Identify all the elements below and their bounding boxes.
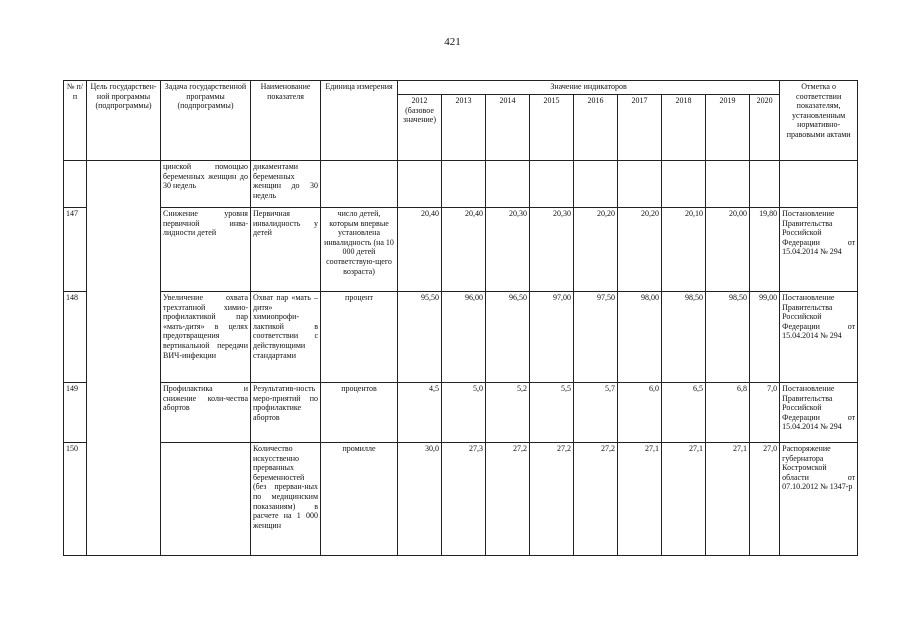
table-row [64,292,858,383]
cell-value: 30,0 [398,443,442,556]
table-row [64,161,858,208]
cell-value: 19,80 [750,208,780,292]
cell-value: 20,40 [442,208,486,292]
cell-value: 20,30 [486,208,530,292]
cell-value [530,161,574,208]
cell-value: 95,50 [398,292,442,383]
cell-value: 5,2 [486,383,530,443]
cell-value: 20,00 [706,208,750,292]
indicators-table [63,80,858,556]
cell-value [398,161,442,208]
page-number: 421 [444,36,461,48]
cell-task [161,443,251,556]
cell-note: Постановление Правительства Российской Федерации от 15.04.2014 № 294 [780,208,858,292]
header-num: № п/п [64,81,87,161]
cell-value [662,161,706,208]
cell-value [574,161,618,208]
cell-value [706,161,750,208]
cell-unit: процентов [321,383,398,443]
table-row [64,443,858,556]
cell-value: 98,50 [662,292,706,383]
header-values-group: Значение индикаторов [398,81,780,95]
cell-value [618,161,662,208]
cell-task: цинской помощью беременных женщин до 30 недель [161,161,251,208]
cell-value: 6,0 [618,383,662,443]
header-indicator: Наименование показателя [251,81,321,161]
header-year: 2016 [574,95,618,161]
cell-num: 147 [64,208,87,292]
header-unit: Единица измерения [321,81,398,161]
cell-task: Увеличение охвата трехэтапной химио-профилактикой пар «мать-дитя» в целях предотвращения вертикальной передачи ВИЧ-инфекции [161,292,251,383]
cell-value [442,161,486,208]
cell-value: 96,50 [486,292,530,383]
cell-value: 98,00 [618,292,662,383]
cell-value: 20,30 [530,208,574,292]
cell-num [64,161,87,208]
header-task: Задача государственной программы (подпрограммы) [161,81,251,161]
cell-unit [321,161,398,208]
cell-task: Снижение уровня первичной инва-лидности детей [161,208,251,292]
cell-value: 6,5 [662,383,706,443]
cell-value: 27,1 [662,443,706,556]
cell-note: Распоряжение губернатора Костромской области от 07.10.2012 № 1347-р [780,443,858,556]
cell-indicator: Охват пар «мать – дитя» химиопрофи-лактикой в соответствии с действующими стандартами [251,292,321,383]
cell-note: Постановление Правительства Российской Федерации от 15.04.2014 № 294 [780,383,858,443]
table-row [64,383,858,443]
cell-value: 27,1 [618,443,662,556]
cell-indicator: дикаментами беременных женщин до 30 недель [251,161,321,208]
cell-value: 27,3 [442,443,486,556]
cell-value: 27,2 [574,443,618,556]
cell-num: 149 [64,383,87,443]
header-note: Отметка о соответствии показателям, установленным нормативно-правовыми актами [780,81,858,161]
cell-num: 148 [64,292,87,383]
cell-value: 5,7 [574,383,618,443]
cell-value: 20,40 [398,208,442,292]
cell-value: 98,50 [706,292,750,383]
header-year: 2017 [618,95,662,161]
header-year: 2014 [486,95,530,161]
cell-value: 27,0 [750,443,780,556]
cell-value: 6,8 [706,383,750,443]
cell-value: 20,20 [618,208,662,292]
cell-indicator: Первичная инвалидность у детей [251,208,321,292]
cell-note: Постановление Правительства Российской Федерации от 15.04.2014 № 294 [780,292,858,383]
cell-value: 96,00 [442,292,486,383]
header-year: 2019 [706,95,750,161]
cell-value: 27,2 [530,443,574,556]
cell-value [750,161,780,208]
cell-goal [87,161,161,556]
cell-indicator: Результатив-ность меро-приятий по профилактике абортов [251,383,321,443]
header-year: 2013 [442,95,486,161]
cell-value: 99,00 [750,292,780,383]
header-year: 2012 (базовое значение) [398,95,442,161]
cell-num: 150 [64,443,87,556]
cell-unit: число детей, которым впервые установлена инвалидность (на 10 000 детей соответствую-щего возраста) [321,208,398,292]
cell-unit: промилле [321,443,398,556]
cell-note [780,161,858,208]
cell-task: Профилактика и снижение коли-чества абортов [161,383,251,443]
cell-value: 97,00 [530,292,574,383]
cell-value: 27,1 [706,443,750,556]
cell-value: 20,10 [662,208,706,292]
cell-value [486,161,530,208]
table-row [64,208,858,292]
cell-unit: процент [321,292,398,383]
header-year: 2018 [662,95,706,161]
header-year: 2015 [530,95,574,161]
cell-value: 97,50 [574,292,618,383]
header-goal: Цель государствен-ной программы (подпрограммы) [87,81,161,161]
cell-value: 7,0 [750,383,780,443]
header-year: 2020 [750,95,780,161]
cell-indicator: Количество искусственно прерванных беременностей (без прерван-ных по медицинским показаниям) в расчете на 1 000 женщин [251,443,321,556]
cell-value: 27,2 [486,443,530,556]
cell-value: 5,0 [442,383,486,443]
cell-value: 5,5 [530,383,574,443]
cell-value: 20,20 [574,208,618,292]
cell-value: 4,5 [398,383,442,443]
